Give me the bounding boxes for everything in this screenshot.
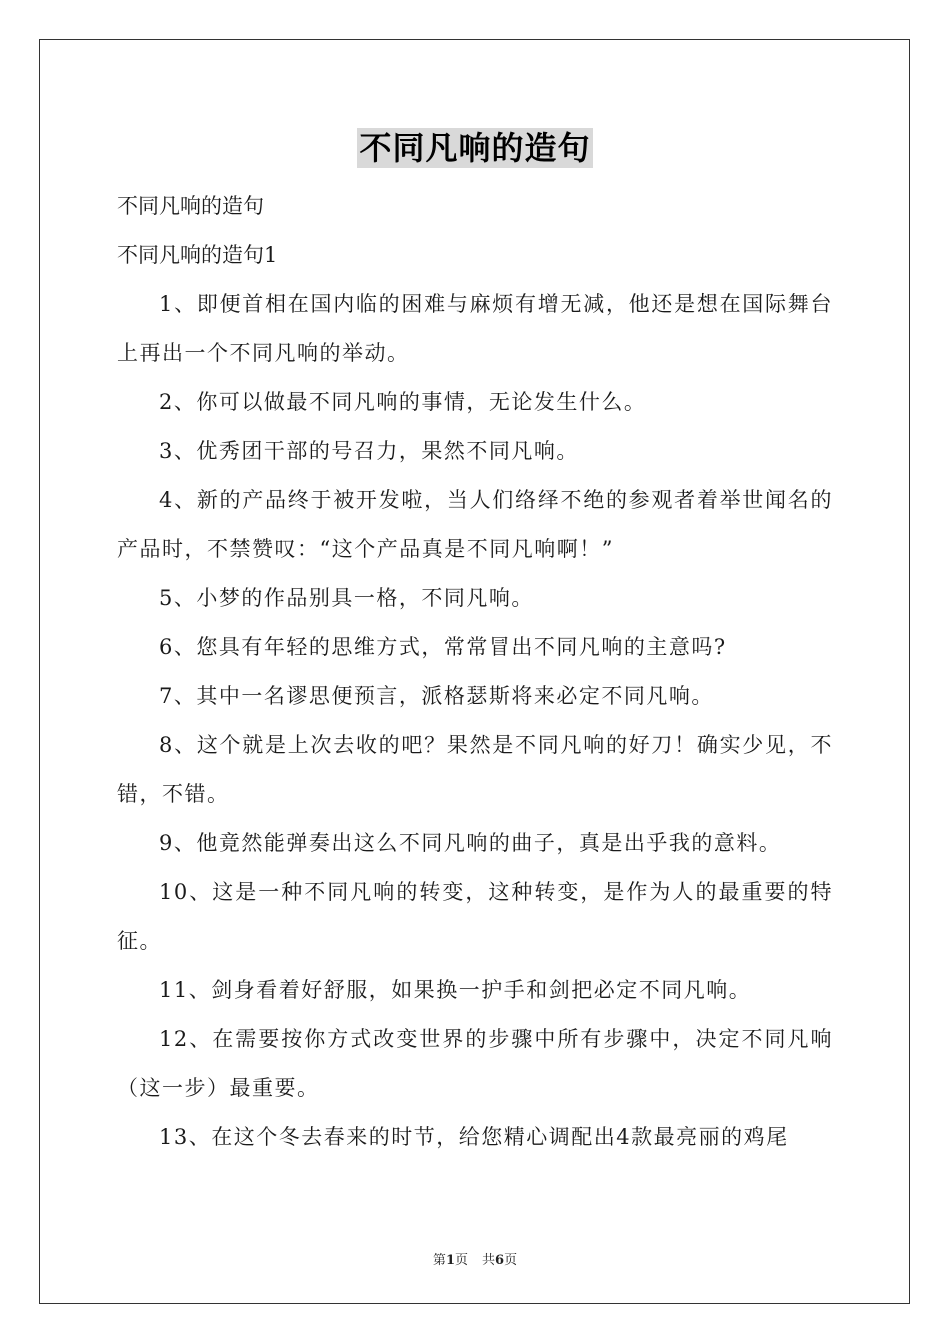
page-number-suffix: 页 (454, 1253, 468, 1268)
page-number-current: 1 (445, 1253, 455, 1268)
page-number-prefix: 第 (432, 1253, 446, 1268)
paragraph: 7、其中一名谬思便预言，派格瑟斯将来必定不同凡响。 (159, 684, 714, 708)
paragraph: 5、小梦的作品别具一格，不同凡响。 (159, 586, 534, 610)
document-title-block (0, 128, 950, 168)
page-footer (0, 1249, 950, 1268)
paragraph: 3、优秀团干部的号召力，果然不同凡响。 (159, 439, 579, 463)
paragraph: 1、即便首相在国内临的困难与麻烦有增无减，他还是想在国际舞台上再出一个不同凡响的举动。 (117, 292, 833, 365)
document-body (117, 182, 833, 1162)
paragraph: 12、在需要按你方式改变世界的步骤中所有步骤中，决定不同凡响（这一步）最重要。 (117, 1027, 833, 1100)
paragraph: 10、这是一种不同凡响的转变，这种转变，是作为人的最重要的特征。 (117, 880, 833, 953)
document-subtitle: 不同凡响的造句 (117, 194, 264, 218)
paragraph: 11、剑身看着好舒服，如果换一护手和剑把必定不同凡响。 (159, 978, 752, 1002)
section-heading: 不同凡响的造句1 (117, 243, 278, 267)
page-total-suffix: 页 (504, 1253, 518, 1268)
paragraph: 4、新的产品终于被开发啦，当人们络绎不绝的参观者着举世闻名的产品时，不禁赞叹：“这个产品真是不同凡响啊！” (117, 488, 833, 561)
paragraph: 2、你可以做最不同凡响的事情，无论发生什么。 (159, 390, 647, 414)
paragraph: 13、在这个冬去春来的时节，给您精心调配出4款最亮丽的鸡尾 (159, 1125, 789, 1149)
document-title: 不同凡响的造句 (359, 129, 591, 167)
page-total-prefix: 共 (482, 1253, 496, 1268)
paragraph: 6、您具有年轻的思维方式，常常冒出不同凡响的主意吗? (159, 635, 727, 659)
paragraph: 8、这个就是上次去收的吧？果然是不同凡响的好刀！确实少见，不错，不错。 (117, 733, 833, 806)
page-number-total: 6 (495, 1253, 505, 1268)
paragraph: 9、他竟然能弹奏出这么不同凡响的曲子，真是出乎我的意料。 (159, 831, 782, 855)
